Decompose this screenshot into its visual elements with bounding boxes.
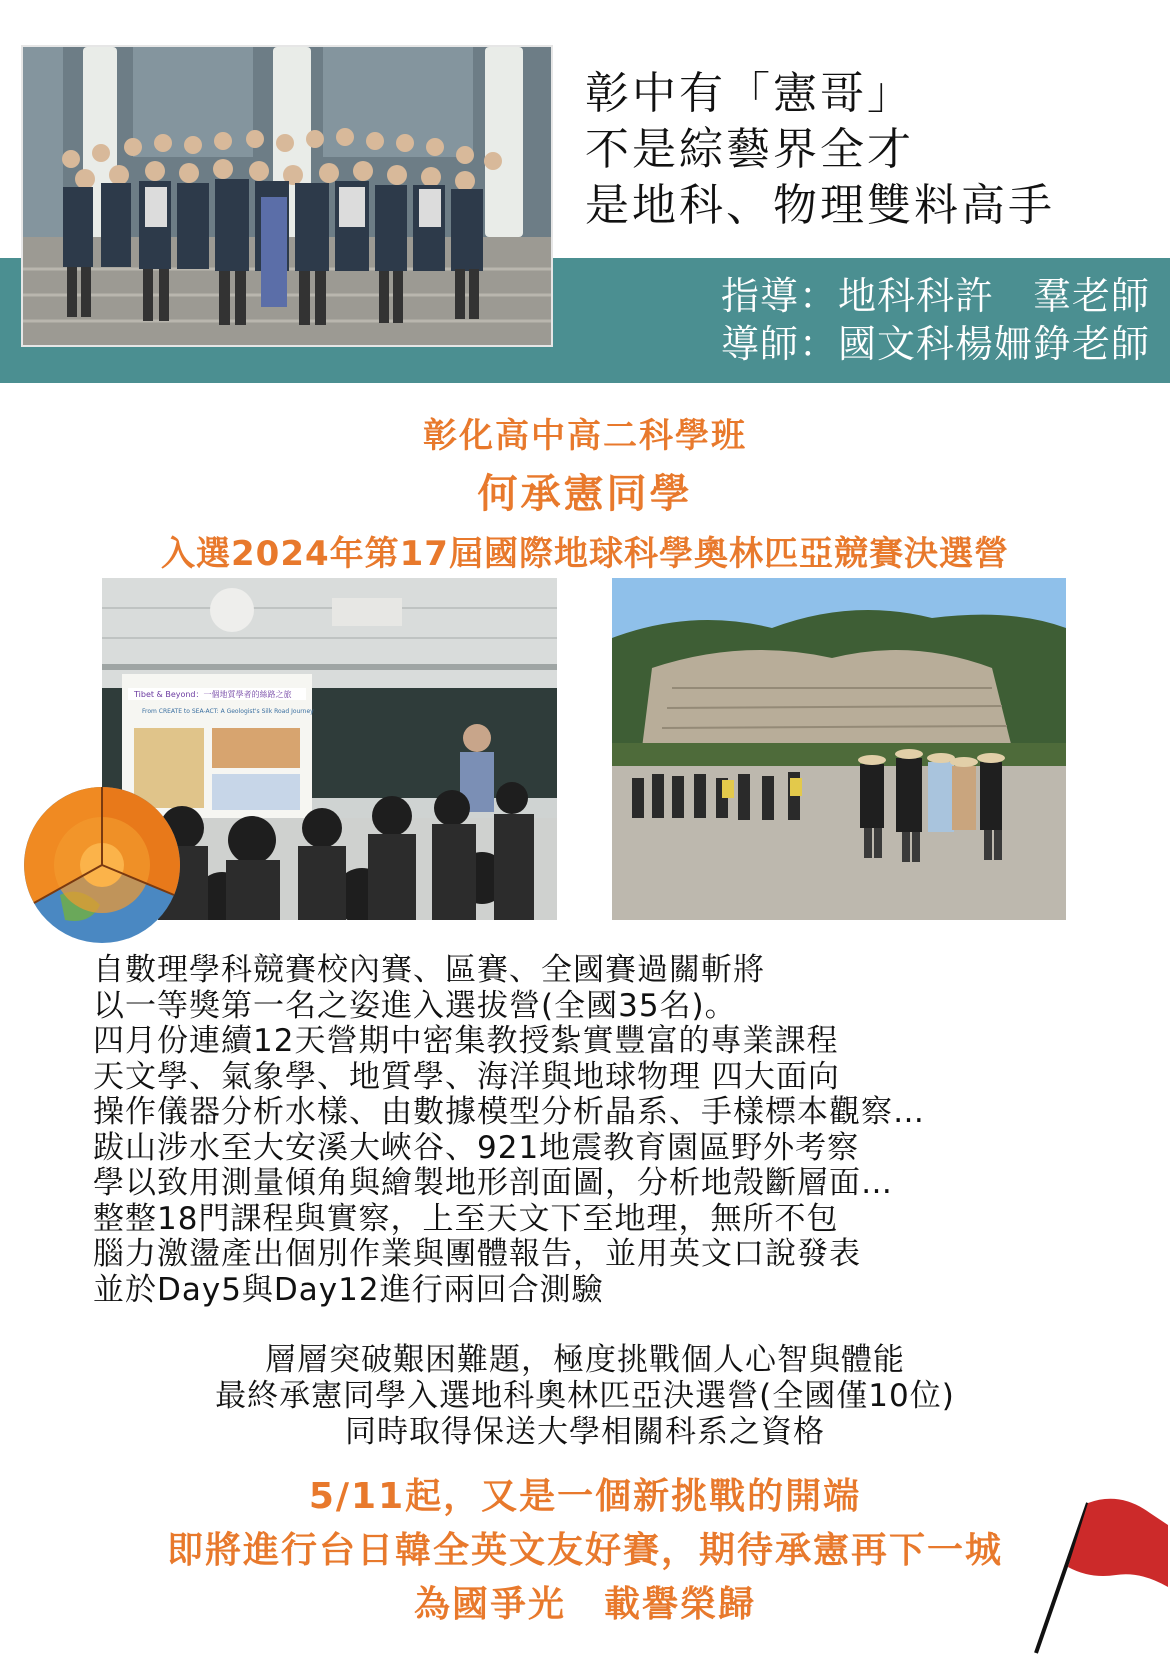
- achievement-heading: 入選2024年第17屆國際地球科學奧林匹亞競賽決選營: [161, 534, 1009, 574]
- title-line-1: 彰中有「憲哥」: [585, 68, 914, 119]
- article-body: [93, 953, 1093, 1308]
- mentor-credits: [721, 272, 1150, 368]
- body-line: 四月份連續12天營期中密集教授紮實豐富的專業課程: [93, 1023, 839, 1059]
- summary-line: 層層突破艱困難題，極度挑戰個人心智與體能: [265, 1342, 905, 1378]
- slide-subtitle: From CREATE to SEA-ACT: A Geologist's Silk Road Journey: [142, 708, 314, 715]
- school-class-heading: 彰化高中高二科學班: [423, 416, 747, 456]
- body-line: 整整18門課程與實察，上至天文下至地理，無所不包: [93, 1200, 839, 1237]
- summary-line: 最終承憲同學入選地科奧林匹亞決選營(全國僅10位): [215, 1378, 955, 1414]
- student-name-heading: 何承憲同學: [477, 471, 693, 517]
- body-line: 並於Day5與Day12進行兩回合測驗: [93, 1271, 604, 1308]
- advisor-credit: 指導：地科科許 羣老師: [720, 274, 1150, 318]
- summary-line: 同時取得保送大學相關科系之資格: [345, 1414, 825, 1450]
- feature-title: [585, 66, 1145, 234]
- closing-line: 5/11起，又是一個新挑戰的開端: [308, 1476, 862, 1517]
- red-flag-icon: [1030, 1495, 1170, 1655]
- group-photo-illustration: [23, 47, 553, 347]
- group-photo: [21, 45, 553, 347]
- body-line: 天文學、氣象學、地質學、海洋與地球物理 四大面向: [93, 1058, 840, 1095]
- field-trip-illustration: [612, 578, 1066, 920]
- closing-message: [0, 1470, 1170, 1632]
- closing-line: 為國爭光 載譽榮歸: [413, 1584, 756, 1625]
- field-trip-photo: [612, 578, 1066, 920]
- slide-title: Tibet & Beyond：一個地質學者的絲路之旅: [134, 690, 292, 699]
- homeroom-teacher-credit: 導師：國文科楊姍錚老師: [720, 322, 1150, 366]
- body-line: 腦力激盪產出個別作業與團體報告，並用英文口說發表: [93, 1236, 861, 1272]
- result-summary: [0, 1342, 1170, 1450]
- body-line: 跋山涉水至大安溪大峽谷、921地震教育園區野外考察: [93, 1129, 860, 1166]
- title-line-3: 是地科、物理雙料高手: [585, 180, 1055, 231]
- closing-line: 即將進行台日韓全英文友好賽，期待承憲再下一城: [166, 1530, 1003, 1571]
- body-line: 學以致用測量傾角與繪製地形剖面圖，分析地殼斷層面…: [93, 1165, 893, 1201]
- title-line-2: 不是綜藝界全才: [585, 124, 914, 175]
- body-line: 操作儀器分析水樣、由數據模型分析晶系、手樣標本觀察…: [93, 1094, 925, 1130]
- body-line: 以一等獎第一名之姿進入選拔營(全國35名)。: [93, 987, 737, 1024]
- earth-cross-section-icon: [20, 785, 185, 945]
- body-line: 自數理學科競賽校內賽、區賽、全國賽過關斬將: [93, 952, 765, 988]
